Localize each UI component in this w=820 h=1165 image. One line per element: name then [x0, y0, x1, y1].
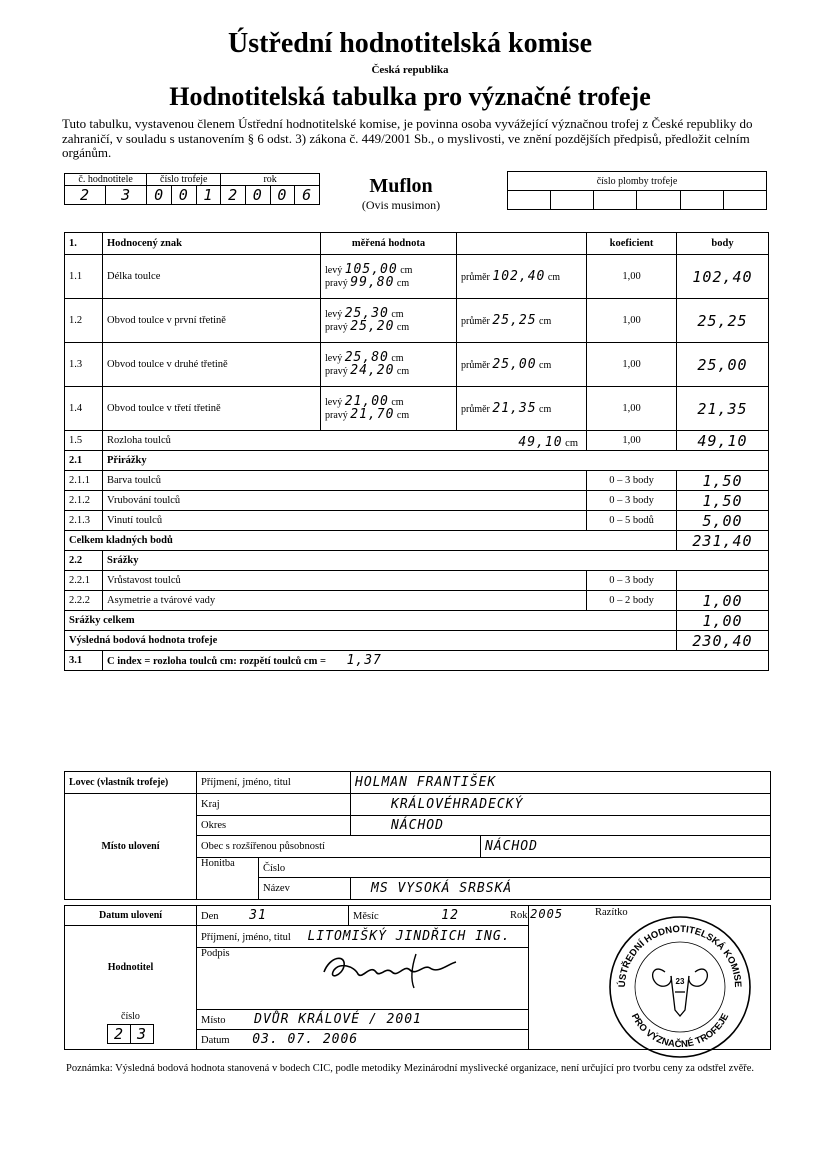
district-value: NÁCHOD [351, 816, 771, 836]
evaluator-digit: 3 [106, 186, 147, 205]
id-table [64, 173, 320, 205]
country-label: Česká republika [371, 64, 449, 76]
hunter-name-value: HOLMAN FRANTIŠEK [351, 772, 771, 794]
trophy-digit: 0 [147, 186, 172, 205]
seal-digit [594, 191, 637, 210]
row-number: 2.2 [65, 551, 103, 571]
evaluation-date-cell [197, 1030, 529, 1050]
average-value: 25,25 [492, 313, 537, 328]
commission-stamp [605, 912, 755, 1062]
row-number: 2.1.1 [65, 471, 103, 491]
unit-label: cm [539, 316, 552, 327]
table-row [65, 651, 769, 671]
signature-label: Podpis [201, 948, 230, 959]
stamp-text-top: ÚSTŘEDNÍ HODNOTITELSKÁ KOMISE [616, 923, 744, 988]
coefficient: 1,00 [587, 255, 677, 299]
total-minus-label: Srážky celkem [65, 611, 677, 631]
year-cell [510, 907, 563, 921]
points: 25,00 [677, 343, 769, 387]
left-right-cell [321, 387, 457, 431]
evaluator-name-cell [197, 926, 529, 948]
row-name: Vrůstavost toulců [103, 571, 587, 591]
left-label: levý [325, 396, 343, 408]
table-row [65, 431, 769, 451]
seal-number-label: číslo plomby trofeje [508, 172, 767, 191]
month-value: 12 [441, 908, 459, 923]
table-row [65, 343, 769, 387]
region-value: KRÁLOVÉHRADECKÝ [351, 794, 771, 816]
unit-label: cm [391, 308, 404, 320]
unit-label: cm [396, 277, 410, 289]
table-row [65, 531, 769, 551]
table-row [65, 491, 769, 511]
unit-label: cm [539, 404, 552, 415]
left-value: 21,00 [344, 393, 389, 409]
month-cell [349, 906, 529, 926]
evaluation-place-cell [197, 1010, 529, 1030]
municipality-label: Obec s rozšířenou působností [197, 836, 481, 858]
left-right-cell [321, 255, 457, 299]
evaluator-label: Hodnotitel [107, 962, 154, 973]
unit-label: cm [547, 272, 561, 283]
section-title: Přirážky [103, 451, 769, 471]
right-value: 24,20 [350, 362, 395, 378]
points: 5,00 [677, 511, 769, 531]
row-name: Obvod toulce v první třetině [103, 299, 321, 343]
day-value: 31 [249, 908, 267, 923]
average-label: průměr [461, 272, 490, 283]
stamp-label: Razítko [595, 907, 628, 918]
final-score-label: Výsledná bodová hodnota trofeje [65, 631, 677, 651]
points: 25,25 [677, 299, 769, 343]
row-name: Asymetrie a tvárové vady [103, 591, 587, 611]
coefficient: 1,00 [587, 299, 677, 343]
total-plus-label: Celkem kladných bodů [65, 531, 677, 551]
trophy-digit: 1 [196, 186, 221, 205]
right-value: 21,70 [350, 406, 395, 422]
points [677, 571, 769, 591]
left-value: 105,00 [344, 261, 398, 277]
total-minus-points: 1,00 [677, 611, 769, 631]
average-cell [457, 387, 587, 431]
species-latin-name: (Ovis musimon) [361, 198, 441, 212]
unit-label: cm [539, 360, 552, 371]
coefficient: 1,00 [587, 387, 677, 431]
evaluator-signature [320, 950, 460, 990]
evaluation-date-label: Datum [201, 1035, 230, 1046]
header-coefficient: koeficient [587, 233, 677, 255]
right-value: 99,80 [350, 274, 395, 290]
points: 1,50 [677, 491, 769, 511]
seal-digit [637, 191, 680, 210]
table-row [65, 471, 769, 491]
unit-label: cm [396, 321, 410, 333]
left-value: 25,80 [344, 349, 389, 365]
points-range: 0 – 5 bodů [587, 511, 677, 531]
section-title: Srážky [103, 551, 769, 571]
catch-place-label: Místo ulovení [65, 794, 197, 900]
row-number: 2.2.1 [65, 571, 103, 591]
day-label: Den [201, 911, 219, 922]
table-row [65, 387, 769, 431]
stamp-number: 23 [675, 977, 685, 986]
evaluation-date-value: 03. 07. 2006 [252, 1032, 359, 1047]
total-plus-points: 231,40 [677, 531, 769, 551]
hunting-ground-label: Honitba [197, 858, 259, 900]
evaluation-place-label: Místo [201, 1015, 226, 1026]
average-cell [457, 299, 587, 343]
evaluator-digit: 2 [108, 1025, 131, 1043]
table-row [65, 255, 769, 299]
ground-name-label: Název [259, 878, 351, 900]
row-name: Rozloha toulců [107, 435, 171, 446]
row-number: 2.2.2 [65, 591, 103, 611]
average-cell [457, 255, 587, 299]
row-number: 1.3 [65, 343, 103, 387]
species-block [326, 175, 476, 213]
trophy-number-label: číslo trofeje [147, 174, 221, 186]
points: 49,10 [677, 431, 769, 451]
municipality-value: NÁCHOD [481, 836, 771, 858]
average-value: 25,00 [492, 357, 537, 372]
row-number: 3.1 [65, 651, 103, 671]
year-digit: 0 [245, 186, 270, 205]
row-name: Délka toulce [103, 255, 321, 299]
table-row [65, 299, 769, 343]
average-label: průměr [461, 404, 490, 415]
seal-table [507, 171, 767, 210]
row-number: 1.4 [65, 387, 103, 431]
evaluator-digit: 2 [65, 186, 106, 205]
points: 1,00 [677, 591, 769, 611]
seal-digit [723, 191, 766, 210]
year-digit: 2 [221, 186, 246, 205]
unit-label: cm [391, 396, 404, 408]
stamp-text-bottom: PRO VÝZNAČNÉ TROFEJE [628, 1011, 732, 1051]
ground-number-label: Číslo [263, 863, 286, 874]
row-number: 2.1.2 [65, 491, 103, 511]
row-name: Vrubování toulců [103, 491, 587, 511]
evaluator-number-label: číslo [121, 1011, 140, 1022]
row-number: 2.1 [65, 451, 103, 471]
district-label: Okres [197, 816, 351, 836]
right-value: 25,20 [350, 318, 395, 334]
footnote: Poznámka: Výsledná bodová hodnota stanovená v bodech CIC, podle metodiky Mezinárodní myslivecké organizace, není určující pro tvorbu ceny za odstřel zvěře. [66, 1063, 755, 1074]
right-label: pravý [325, 365, 348, 377]
trophy-digit: 0 [171, 186, 196, 205]
spread-value: 49,10 [518, 435, 563, 450]
seal-digit [551, 191, 594, 210]
left-right-cell [321, 299, 457, 343]
average-label: průměr [461, 316, 490, 327]
row-name: Barva toulců [103, 471, 587, 491]
evaluation-table [64, 232, 769, 671]
table-row [65, 591, 769, 611]
table-row [65, 571, 769, 591]
row-name-with-value [103, 431, 587, 451]
unit-label: cm [565, 438, 578, 449]
catch-date-label: Datum ulovení [65, 906, 197, 926]
evaluation-place-value: DVŮR KRÁLOVÉ / 2001 [254, 1012, 422, 1027]
ground-number-cell [259, 858, 771, 878]
region-label: Kraj [197, 794, 351, 816]
points-range: 0 – 3 body [587, 571, 677, 591]
header-blank [457, 233, 587, 255]
evaluator-number-label: č. hodnotitele [65, 174, 147, 186]
final-score-points: 230,40 [677, 631, 769, 651]
average-label: průměr [461, 360, 490, 371]
catch-year-label: Rok [510, 910, 528, 921]
seal-digit [680, 191, 723, 210]
table-row [65, 611, 769, 631]
row-number: 1.5 [65, 431, 103, 451]
spread-value-cell [518, 435, 578, 450]
form-title: Hodnotitelská tabulka pro význačné trofeje [169, 82, 651, 111]
points-range: 0 – 3 body [587, 471, 677, 491]
evaluator-block [65, 926, 197, 1050]
right-label: pravý [325, 277, 348, 289]
table-row [65, 451, 769, 471]
table-row [65, 551, 769, 571]
table-row [65, 511, 769, 531]
catch-year-value: 2005 [530, 907, 564, 921]
hunter-table [64, 771, 771, 900]
intro-text: Tuto tabulku, vystavenou členem Ústřední hodnotitelské komise, je povinna osoba vyvážející význačnou trofej z České republiky do zahraničí, v souladu s ustanovením § 6 odst. 3) zákona č. 449/2001 Sb., o myslivosti, ve znění pozdějších předpisů, předložit celním orgánům. [62, 116, 753, 160]
row-name: Vinutí toulců [103, 511, 587, 531]
species-name: Muflon [369, 175, 433, 197]
evaluator-name-value: LITOMIŠKÝ JINDŘICH ING. [307, 929, 511, 944]
day-cell [197, 906, 349, 926]
unit-label: cm [396, 409, 410, 421]
evaluator-name-label: Příjmení, jméno, titul [201, 932, 291, 943]
average-cell [457, 343, 587, 387]
points: 21,35 [677, 387, 769, 431]
left-label: levý [325, 308, 343, 320]
left-right-cell [321, 343, 457, 387]
header-item: Hodnocený znak [103, 233, 321, 255]
year-digit: 6 [295, 186, 320, 205]
hunter-label: Lovec (vlastník trofeje) [65, 772, 197, 794]
points: 102,40 [677, 255, 769, 299]
points-range: 0 – 2 body [587, 591, 677, 611]
commission-title: Ústřední hodnotitelská komise [227, 28, 593, 59]
c-index-value: 1,37 [346, 653, 382, 668]
points-range: 0 – 3 body [587, 491, 677, 511]
coefficient: 1,00 [587, 431, 677, 451]
left-value: 25,30 [344, 305, 389, 321]
left-label: levý [325, 264, 343, 276]
row-number: 1.2 [65, 299, 103, 343]
seal-digit [508, 191, 551, 210]
average-value: 21,35 [492, 401, 537, 416]
unit-label: cm [396, 365, 410, 377]
left-label: levý [325, 352, 343, 364]
c-index-label: C index = rozloha toulců cm: rozpětí toulců cm = [107, 656, 326, 667]
c-index-cell [103, 651, 769, 671]
evaluator-digit: 3 [136, 1025, 148, 1043]
points: 1,50 [677, 471, 769, 491]
table-row [65, 631, 769, 651]
header-measured: měřená hodnota [321, 233, 457, 255]
month-label: Měsíc [353, 911, 379, 922]
right-label: pravý [325, 321, 348, 333]
row-name: Obvod toulce v třetí třetině [103, 387, 321, 431]
year-label: rok [221, 174, 320, 186]
unit-label: cm [400, 264, 413, 276]
ground-name-value: MS VYSOKÁ SRBSKÁ [351, 878, 771, 900]
unit-label: cm [391, 352, 404, 364]
average-value: 102,40 [492, 269, 546, 284]
header-number: 1. [65, 233, 103, 255]
coefficient: 1,00 [587, 343, 677, 387]
year-digit: 0 [270, 186, 295, 205]
row-number: 2.1.3 [65, 511, 103, 531]
row-number: 1.1 [65, 255, 103, 299]
header-points: body [677, 233, 769, 255]
row-name: Obvod toulce v druhé třetině [103, 343, 321, 387]
evaluator-number-boxes [107, 1024, 154, 1044]
right-label: pravý [325, 409, 348, 421]
hunter-name-label: Příjmení, jméno, titul [197, 772, 351, 794]
